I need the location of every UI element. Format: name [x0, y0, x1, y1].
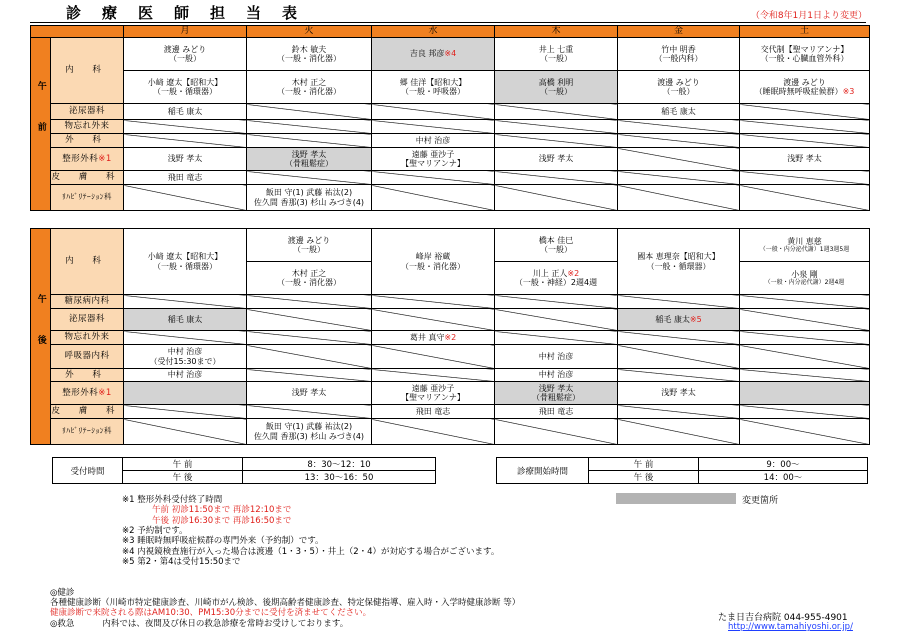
- am-buturi-sat-empty: [740, 120, 870, 134]
- pm-hifu-thu: 飛田 竜志: [495, 405, 618, 419]
- kyukyu-heading: ◎救急: [50, 618, 75, 629]
- am-dept-reha: ﾘﾊﾋﾞﾘﾃｰｼｮﾝ科: [51, 185, 124, 211]
- am-hinyou-sat-empty: [740, 104, 870, 120]
- am-hinyou-wed-empty: [372, 104, 495, 120]
- am-hinyou-mon: 稲毛 康太: [124, 104, 247, 120]
- pm-geka-mon: 中村 治彦: [124, 369, 247, 382]
- pm-naika-thu-2: 川上 正人※2 （一般・神経）2週4週: [495, 262, 618, 295]
- pm-naika-mon: 小﨑 遼太【昭和大】 （一般・循環器）: [124, 229, 247, 295]
- am-naika-tue-1: 鈴木 敏夫 （一般・消化器）: [247, 38, 372, 71]
- notes-block: [122, 495, 499, 568]
- am-hifu-mon: 飛田 竜志: [124, 171, 247, 185]
- am-naika-wed-1: 吉良 邦彦※4: [372, 38, 495, 71]
- reception-am-label: 午 前: [123, 458, 243, 471]
- am-naika-fri-2: 渡邊 みどり （一般）: [618, 71, 740, 104]
- kenshin-heading: ◎健診: [50, 588, 75, 598]
- am-naika-sat-1: 交代制【聖マリアンナ】 （一般・心臓血管外科）: [740, 38, 870, 71]
- am-buturi-fri-empty: [618, 120, 740, 134]
- am-hinyou-thu-empty: [495, 104, 618, 120]
- pm-tonyou-mon-empty: [124, 295, 247, 309]
- note-5: ※5 第2・第4は受付15:50まで: [122, 557, 241, 568]
- am-period-tag: [31, 38, 51, 211]
- am-naika-thu-2: 高橋 利明 （一般）: [495, 71, 618, 104]
- pm-tonyou-tue-empty: [247, 295, 372, 309]
- am-seikei-wed: 遠藤 亜沙子 【聖マリアンナ】: [372, 148, 495, 171]
- pm-dept-tonyou: 糖尿病内科: [51, 295, 124, 309]
- am-reha-tue: 飯田 守(1) 武藤 祐汰(2) 佐久間 香那(3) 杉山 みづき(4): [247, 185, 372, 211]
- pm-reha-wed-empty: [372, 419, 495, 445]
- pm-dept-hinyou: 泌尿器科: [51, 309, 124, 331]
- am-hifu-wed-empty: [372, 171, 495, 185]
- pm-buturi-tue-empty: [247, 331, 372, 345]
- note-4: ※4 内視鏡検査施行が入った場合は渡邊（1・3・5）・井上（2・4）が対応する場合がございます。: [122, 546, 500, 557]
- pm-hinyou-tue-empty: [247, 309, 372, 331]
- am-geka-wed: 中村 治彦: [372, 134, 495, 148]
- pm-dept-reha: ﾘﾊﾋﾞﾘﾃｰｼｮﾝ科: [51, 419, 124, 445]
- day-header-thu: 木: [495, 26, 618, 38]
- pm-kokyu-wed-empty: [372, 345, 495, 369]
- pm-schedule-table: [30, 228, 870, 445]
- pm-seikei-fri: 浅野 孝太: [618, 382, 740, 405]
- pm-naika-thu-1: 橋本 佳巳 （一般）: [495, 229, 618, 262]
- am-buturi-tue-empty: [247, 120, 372, 134]
- am-period-label: 午前: [35, 81, 46, 164]
- pm-dept-hifu: 皮 膚 科: [51, 405, 124, 419]
- pm-naika-fri: 國本 恵理奈【昭和大】 （一般・循環器）: [618, 229, 740, 295]
- pm-buturi-thu-empty: [495, 331, 618, 345]
- pm-reha-thu-empty: [495, 419, 618, 445]
- pm-hifu-fri-empty: [618, 405, 740, 419]
- note-1a: 午前 初診11:50まで 再診12:10まで: [152, 505, 292, 516]
- am-buturi-thu-empty: [495, 120, 618, 134]
- am-hifu-tue-empty: [247, 171, 372, 185]
- pm-dept-seikei: 整形外科※1: [51, 382, 124, 405]
- am-seikei-tue: 浅野 孝太 （骨粗鬆症）: [247, 148, 372, 171]
- am-dept-buturi: 物忘れ外来: [51, 120, 124, 134]
- pm-buturi-fri-empty: [618, 331, 740, 345]
- am-geka-fri-empty: [618, 134, 740, 148]
- am-naika-mon-2: 小﨑 遼太【昭和大】 （一般・循環器）: [124, 71, 247, 104]
- am-reha-thu-empty: [495, 185, 618, 211]
- reception-label: 受付時間: [53, 458, 123, 484]
- pm-geka-wed-empty: [372, 369, 495, 382]
- pm-hinyou-fri: 稲毛 康太※5: [618, 309, 740, 331]
- pm-hinyou-mon: 稲毛 康太: [124, 309, 247, 331]
- pm-period-label: 午後: [35, 293, 46, 376]
- am-naika-wed-2: 郷 佳洋【昭和大】 （一般・呼吸器）: [372, 71, 495, 104]
- start-pm-time: 14：00～: [699, 471, 868, 484]
- legend-swatch: [616, 493, 736, 504]
- day-header-wed: 水: [372, 26, 495, 38]
- am-dept-naika: 内 科: [51, 38, 124, 104]
- note-1b: 午後 初診16:30まで 再診16:50まで: [152, 515, 292, 526]
- header-corner: [31, 26, 124, 38]
- pm-tonyou-sat-empty: [740, 295, 870, 309]
- reception-pm-time: 13：30～16：50: [243, 471, 436, 484]
- pm-reha-tue: 飯田 守(1) 武藤 祐汰(2) 佐久間 香那(3) 杉山 みづき(4): [247, 419, 372, 445]
- start-am-label: 午 前: [589, 458, 699, 471]
- day-header-tue: 火: [247, 26, 372, 38]
- am-hinyou-tue-empty: [247, 104, 372, 120]
- am-geka-sat-empty: [740, 134, 870, 148]
- pm-naika-sat-1: 黄川 恵慈 （一般・内分泌代謝）1週3週5週: [740, 229, 870, 262]
- pm-buturi-sat-empty: [740, 331, 870, 345]
- pm-hifu-tue-empty: [247, 405, 372, 419]
- am-reha-sat-empty: [740, 185, 870, 211]
- am-seikei-mon: 浅野 孝太: [124, 148, 247, 171]
- pm-hinyou-thu-empty: [495, 309, 618, 331]
- am-naika-sat-2: 渡邊 みどり （睡眠時無呼吸症候群）※3: [740, 71, 870, 104]
- start-label: 診療開始時間: [497, 458, 589, 484]
- am-hifu-thu-empty: [495, 171, 618, 185]
- pm-hifu-sat-empty: [740, 405, 870, 419]
- am-dept-seikei: 整形外科※1: [51, 148, 124, 171]
- day-header-sat: 土: [740, 26, 870, 38]
- start-pm-label: 午 後: [589, 471, 699, 484]
- pm-dept-buturi: 物忘れ外来: [51, 331, 124, 345]
- day-header-fri: 金: [618, 26, 740, 38]
- pm-hinyou-wed-empty: [372, 309, 495, 331]
- pm-kokyu-thu: 中村 治彦: [495, 345, 618, 369]
- pm-seikei-wed: 遠藤 亜沙子 【聖マリアンナ】: [372, 382, 495, 405]
- am-naika-mon-1: 渡邊 みどり （一般）: [124, 38, 247, 71]
- pm-seikei-mon-empty: [124, 382, 247, 405]
- am-dept-hifu: 皮 膚 科: [51, 171, 124, 185]
- am-naika-fri-1: 竹中 明香 （一般内科）: [618, 38, 740, 71]
- am-seikei-sat: 浅野 孝太: [740, 148, 870, 171]
- am-dept-hinyou: 泌尿器科: [51, 104, 124, 120]
- page-title: 診療医師担当表: [66, 4, 319, 22]
- start-am-time: 9：00～: [699, 458, 868, 471]
- am-buturi-wed-empty: [372, 120, 495, 134]
- pm-geka-sat-empty: [740, 369, 870, 382]
- pm-tonyou-wed-empty: [372, 295, 495, 309]
- pm-dept-kokyu: 呼吸器内科: [51, 345, 124, 369]
- pm-buturi-wed: 葛井 真守※2: [372, 331, 495, 345]
- pm-geka-tue-empty: [247, 369, 372, 382]
- pm-period-tag: [31, 229, 51, 445]
- pm-buturi-mon-empty: [124, 331, 247, 345]
- am-schedule-table: [30, 25, 870, 211]
- hospital-url-link[interactable]: http://www.tamahiyoshi.or.jp/: [728, 622, 853, 632]
- pm-seikei-tue: 浅野 孝太: [247, 382, 372, 405]
- pm-tonyou-fri-empty: [618, 295, 740, 309]
- pm-seikei-thu: 浅野 孝太 （骨粗鬆症）: [495, 382, 618, 405]
- pm-dept-naika: 内 科: [51, 229, 124, 295]
- pm-hifu-mon-empty: [124, 405, 247, 419]
- kyukyu-line: 内科では、夜間及び休日の救急診療を常時お受けしております。: [102, 618, 349, 629]
- kenshin-line: 各種健康診断（川崎市特定健康診査、川崎市がん検診、後期高齢者健康診査、特定保健指導、雇入時・入学時健康診断 等）: [50, 598, 521, 609]
- am-seikei-fri-empty: [618, 148, 740, 171]
- note-3: ※3 睡眠時無呼吸症候群の専門外来（予約制）です。: [122, 536, 324, 547]
- legend-label: 変更箇所: [742, 496, 779, 506]
- am-geka-thu-empty: [495, 134, 618, 148]
- am-reha-mon-empty: [124, 185, 247, 211]
- pm-reha-sat-empty: [740, 419, 870, 445]
- reception-time-table: [52, 457, 436, 484]
- pm-reha-fri-empty: [618, 419, 740, 445]
- reception-pm-label: 午 後: [123, 471, 243, 484]
- am-dept-geka: 外 科: [51, 134, 124, 148]
- pm-naika-tue-1: 渡邊 みどり （一般）: [247, 229, 372, 262]
- pm-hinyou-sat-empty: [740, 309, 870, 331]
- pm-naika-tue-2: 木村 正之 （一般・消化器）: [247, 262, 372, 295]
- date-note: （令和8年1月1日より変更）: [750, 11, 867, 21]
- am-hifu-sat-empty: [740, 171, 870, 185]
- pm-geka-fri-empty: [618, 369, 740, 382]
- pm-seikei-sat-empty: [740, 382, 870, 405]
- am-geka-tue-empty: [247, 134, 372, 148]
- reception-am-time: 8：30～12：10: [243, 458, 436, 471]
- am-hinyou-fri: 稲毛 康太: [618, 104, 740, 120]
- am-reha-wed-empty: [372, 185, 495, 211]
- kenshin-red-note: 健康診断で来院される際はAM10:30、PM15:30分までに受付を済ませてください。: [50, 608, 372, 619]
- am-geka-mon-empty: [124, 134, 247, 148]
- pm-dept-geka: 外 科: [51, 369, 124, 382]
- pm-reha-mon-empty: [124, 419, 247, 445]
- day-header-mon: 月: [124, 26, 247, 38]
- pm-kokyu-sat-empty: [740, 345, 870, 369]
- footer-block: [50, 588, 520, 629]
- kyukyu-row: [50, 619, 520, 629]
- pm-naika-sat-2: 小泉 剛 （一般・内分泌代謝）2週4週: [740, 262, 870, 295]
- pm-kokyu-fri-empty: [618, 345, 740, 369]
- pm-tonyou-thu-empty: [495, 295, 618, 309]
- hospital-contact: たま日吉台病院 044-955-4901: [718, 613, 848, 623]
- note-2: ※2 予約制です。: [122, 526, 188, 537]
- am-naika-tue-2: 木村 正之 （一般・消化器）: [247, 71, 372, 104]
- title-underline: [30, 22, 866, 23]
- start-time-table: [496, 457, 868, 484]
- pm-geka-thu: 中村 治彦: [495, 369, 618, 382]
- pm-kokyu-tue-empty: [247, 345, 372, 369]
- pm-kokyu-mon: 中村 治彦 （受付15:30まで）: [124, 345, 247, 369]
- am-reha-fri-empty: [618, 185, 740, 211]
- pm-naika-wed: 峰岸 裕蔵 （一般・消化器）: [372, 229, 495, 295]
- am-hifu-fri-empty: [618, 171, 740, 185]
- am-buturi-mon-empty: [124, 120, 247, 134]
- note-1: ※1 整形外科受付終了時間: [122, 495, 223, 505]
- am-naika-thu-1: 井上 七重 （一般）: [495, 38, 618, 71]
- am-seikei-thu: 浅野 孝太: [495, 148, 618, 171]
- pm-hifu-wed: 飛田 竜志: [372, 405, 495, 419]
